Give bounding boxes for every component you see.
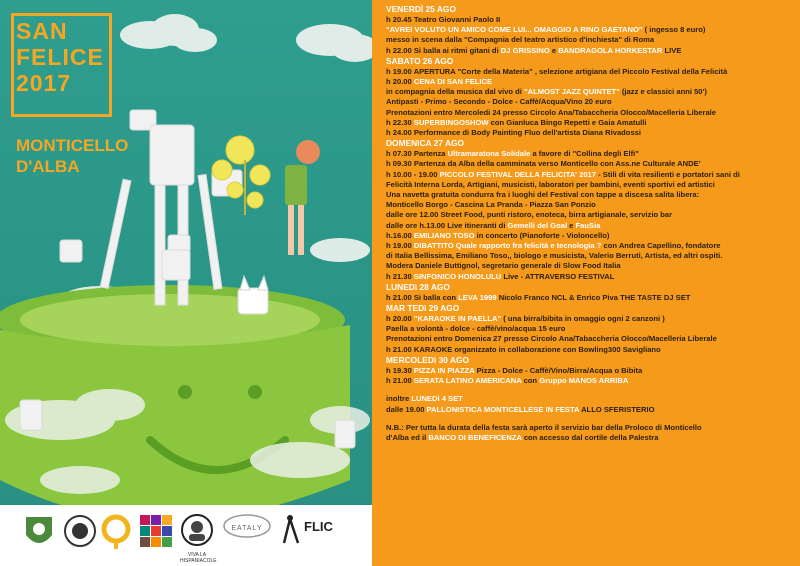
highlighted-event-name: SUPERBINGOSHOW xyxy=(413,117,489,127)
highlighted-event-name: FauSia xyxy=(575,220,601,230)
flic-logo-icon xyxy=(280,513,302,547)
program-line xyxy=(386,345,796,355)
program-text: Prenotazioni entro Domenica 27 presso Circolo Ana/Tabaccheria Olocco/Macelleria Liberale xyxy=(386,334,717,344)
program-line xyxy=(386,272,796,282)
highlighted-event-name: Gruppo MANOS ARRIBA xyxy=(539,376,629,386)
highlighted-event-name: Quale rapporto fra felicità e tecnologia ? xyxy=(455,241,602,251)
program-text: Pizza - Dolce - Caffè/Vino/Birra/Acqua o Bibita xyxy=(474,365,643,375)
program-text: con accesso dal cortile della Palestra xyxy=(521,432,659,442)
program-text: in concerto (Pianoforte - Violoncello) xyxy=(474,230,610,240)
highlighted-event-name: DIBATTITO xyxy=(413,241,454,251)
flic-logo-label: FLIC xyxy=(304,519,333,534)
highlighted-event-name: CENA DI SAN FELICE xyxy=(413,77,493,87)
program-day-section xyxy=(386,394,796,414)
program-line xyxy=(386,46,796,56)
eataly-logo-label: EATALY xyxy=(231,525,263,532)
program-text: Monticello Borgo - Cascina La Pranda - Piazza San Ponzio xyxy=(386,200,596,210)
program-text: (jazz e classici anni 50') xyxy=(619,87,707,97)
program-line xyxy=(386,67,796,77)
program-line xyxy=(386,433,796,443)
program-text: Una navetta gratuita condurra fra i luoghi del Festival con tappe a discesa salita libera: xyxy=(386,190,700,200)
program-text: a favore di "Collina degli Elfi" xyxy=(530,149,639,159)
program-text: Antipasti - Primo - Secondo - Dolce - Caffè/Acqua/Vino 20 euro xyxy=(386,97,612,107)
highlighted-event-name: Gemelli del Goal xyxy=(507,220,568,230)
program-text: h 21.00 Si balla con xyxy=(386,292,459,302)
program-day-section xyxy=(386,56,796,138)
program-text: dalle 19.00 xyxy=(386,404,427,414)
program-line xyxy=(386,334,796,344)
day-heading: LUNEDì 28 AGO xyxy=(386,281,450,292)
program-text: N.B.: Per tutta la durata della festa sarà aperto il servizio bar della Proloco di Monticello xyxy=(386,422,702,432)
program-line xyxy=(386,376,796,386)
program-text: h 07.30 Partenza xyxy=(386,149,448,159)
program-text: con Andrea Capellino, fondatore xyxy=(601,241,721,251)
highlighted-event-name: BANCO DI BENEFICENZA xyxy=(428,432,522,442)
program-text: inoltre xyxy=(386,394,412,404)
program-text: h 10.00 - 19.00 xyxy=(386,169,440,179)
program-day-section xyxy=(386,355,796,386)
program-text: Nicolo Franco NCL & Enrico Piva THE TASTE DJ SET xyxy=(496,292,691,302)
highlighted-event-name: LEVA 1999 xyxy=(458,292,497,302)
program-line xyxy=(386,394,796,404)
program-line xyxy=(386,159,796,169)
poster-illustration-panel xyxy=(0,0,372,566)
program-line xyxy=(386,314,796,324)
program-text: e xyxy=(567,220,576,230)
program-line xyxy=(386,15,796,25)
program-day-section xyxy=(386,4,796,56)
portrait-badge-icon xyxy=(180,513,214,547)
program-text: h 19.00 xyxy=(386,241,414,251)
highlighted-event-name: EMILIANO TOSO xyxy=(413,230,475,240)
program-text: h 24.00 Performance di Body Painting Fluo dell'artista Diana Rivadossi xyxy=(386,128,641,138)
program-schedule xyxy=(372,0,800,566)
program-line xyxy=(386,97,796,107)
program-text: Felicità Interna Lorda, Artigiani, musicisti, laboratori per bambini, eventi sportivi ed artistici xyxy=(386,179,715,189)
day-heading: MAR TEDì 29 AGO xyxy=(386,303,460,314)
program-text: in compagnia della musica dal vivo di xyxy=(386,87,524,97)
program-line xyxy=(386,366,796,376)
highlighted-event-name: Ultramaratona Solidale xyxy=(447,149,531,159)
program-text: - Stili di vita resilienti e portatori sani di xyxy=(596,169,740,179)
program-line xyxy=(386,149,796,159)
program-line xyxy=(386,231,796,241)
portrait-badge xyxy=(180,513,217,564)
program-line xyxy=(386,190,796,200)
program-line xyxy=(386,200,796,210)
program-text: h 19.30 xyxy=(386,365,414,375)
day-heading: DOMENICA 27 AGO xyxy=(386,138,465,149)
program-line xyxy=(386,108,796,118)
mosaic-logo-icon xyxy=(138,513,174,553)
highlighted-event-name: "AVREI VOLUTO UN AMICO COME LUI... OMAGGIO A RINO GAETANO" xyxy=(386,25,643,35)
program-text: h.16.00 xyxy=(386,230,414,240)
program-line xyxy=(386,423,796,433)
program-text: LIVE xyxy=(662,45,682,55)
flic-logo xyxy=(280,513,350,552)
program-text: con xyxy=(521,376,540,386)
program-text: Prenotazioni entro Mercoledi 24 presso Circolo Ana/Tabaccheria Olocco/Macelleria Liberale xyxy=(386,107,717,117)
program-text: h 20.00 xyxy=(386,77,414,87)
program-line xyxy=(386,251,796,261)
highlighted-event-name: "ALMOST JAZZ QUINTET" xyxy=(524,87,620,97)
program-line xyxy=(386,261,796,271)
day-heading: MERCOLEDì 30 AGO xyxy=(386,354,469,365)
program-line xyxy=(386,77,796,87)
program-text: con Gianluca Bingo Repetti e Gaia Amatulli xyxy=(488,117,647,127)
program-text: ( ingesso 8 euro) xyxy=(642,25,706,35)
sponsor-strip xyxy=(0,505,372,566)
program-line xyxy=(386,210,796,220)
highlighted-event-name: SINFONICO HONOLULU xyxy=(413,271,502,281)
logo-title: SAN FELICE 2017 xyxy=(16,18,104,96)
program-line xyxy=(386,324,796,334)
program-text: h 20.00 xyxy=(386,314,414,324)
program-text: dalle ore 12.00 Street Food, punti ristoro, enoteca, birra artigianale, servizio bar xyxy=(386,210,673,220)
program-day-section xyxy=(386,303,796,355)
program-line xyxy=(386,25,796,35)
program-day-section xyxy=(386,423,796,443)
program-text: h 21.00 KARAOKE organizzato in collaborazione con Bowling300 Savigliano xyxy=(386,344,661,354)
program-text: Live - ATTRAVERSO FESTIVAL xyxy=(501,271,615,281)
program-line xyxy=(386,221,796,231)
program-line xyxy=(386,118,796,128)
program-line xyxy=(386,87,796,97)
program-text: h 20.45 Teatro Giovanni Paolo II xyxy=(386,15,501,24)
program-text: h 22.30 xyxy=(386,117,414,127)
highlighted-event-name: PICCOLO FESTIVAL DELLA FELICITA' 2017 xyxy=(439,169,596,179)
day-heading: SABATO 26 AGO xyxy=(386,55,454,66)
program-text: h 21.00 xyxy=(386,376,414,386)
program-text: d'Alba ed il xyxy=(386,432,429,442)
sun-circle-logo-icon xyxy=(62,513,98,553)
program-line xyxy=(386,241,796,251)
program-text: h 21.30 xyxy=(386,271,414,281)
logo-subtitle: MONTICELLO D'ALBA xyxy=(16,136,129,176)
eataly-logo xyxy=(222,513,272,532)
program-text: dalle ore h.13.00 Live itineranti di xyxy=(386,220,508,230)
day-heading: VENERDÌ 25 AGO xyxy=(386,4,456,14)
highlighted-event-name: DJ GRISSINO xyxy=(500,45,550,55)
highlighted-event-name: BANDRAGOLA HORKESTAR xyxy=(558,45,663,55)
program-text: ALLO SFERISTERIO xyxy=(579,404,655,414)
program-text: ( una birra/bibita in omaggio ogni 2 canzoni ) xyxy=(501,314,665,324)
yellow-ring-logo-icon xyxy=(100,513,132,553)
program-line xyxy=(386,128,796,138)
comune-crest-icon xyxy=(22,513,56,553)
highlighted-event-name: PALLONISTICA MONTICELLESE IN FESTA xyxy=(426,404,580,414)
program-line xyxy=(386,405,796,415)
program-line xyxy=(386,293,796,303)
highlighted-event-name: SERATA LATINO AMERICANA xyxy=(413,376,522,386)
program-text: h 09.30 Partenza da Alba della camminata verso Monticello con Ass.ne Culturale ANDE' xyxy=(386,159,701,169)
highlighted-event-name: LUNEDì 4 SET xyxy=(411,394,463,404)
program-day-section xyxy=(386,138,796,282)
program-line xyxy=(386,180,796,190)
program-text: h 19.00 APERTURA "Corte della Materia" , selezione artigiana del Piccolo Festival della Felicità xyxy=(386,66,728,76)
program-text: di Italia Bellissima, Emiliano Toso,, biologo e musicista, Valerio Berruti, Artista, ed altri ospiti. xyxy=(386,251,723,261)
program-text: h 22.00 Si balla ai ritmi gitani di xyxy=(386,45,501,55)
highlighted-event-name: "KARAOKE IN PAELLA" xyxy=(413,314,502,324)
program-text: Paella a volontà - dolce - caffè/vino/acqua 15 euro xyxy=(386,324,566,334)
program-text: e xyxy=(549,45,559,55)
program-text: Modera Daniele Buttignol, segretario generale di Slow Food Italia xyxy=(386,261,621,271)
highlighted-event-name: PIZZA IN PIAZZA xyxy=(413,365,475,375)
program-day-section xyxy=(386,282,796,303)
program-text: messo in scena dalla "Compagnia del teatro artistico d'inchiesta" di Roma xyxy=(386,35,655,45)
portrait-badge-label: VIVA LA HISPANIACOLE xyxy=(180,552,217,564)
program-line xyxy=(386,170,796,180)
program-line xyxy=(386,35,796,45)
